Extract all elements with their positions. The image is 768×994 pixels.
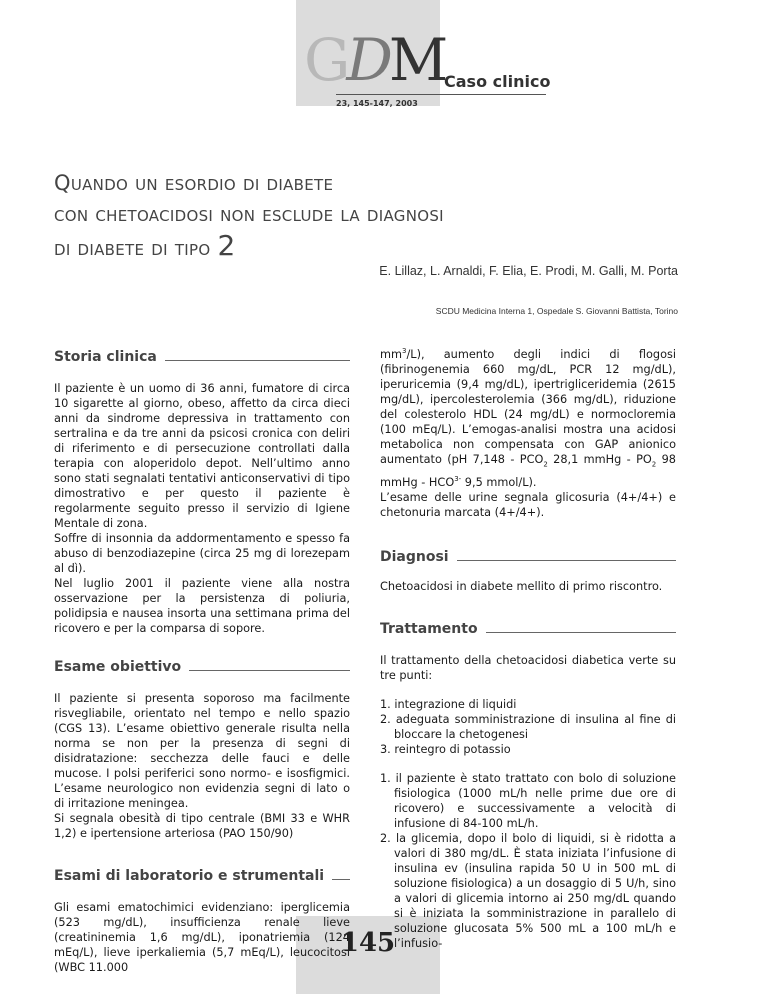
esame-paragraph-1: Il paziente si presenta soporoso ma facilmente risvegliabile, orientato nel tempo e nello spazio (CGS 13). L’esame obiettivo generale risulta nella norma se non per la presenza di segni di disidratazione: secchezza delle fauci e delle mucose. I polsi periferici sono normo- e isosfigmici. L’esame neurologico non evidenzia segni di lato o di irritazione meningea. [54,692,350,810]
list-item: 1. il paziente è stato trattato con bolo di soluzione fisiologica (1000 mL/h nelle prime due ore di ricovero) e successivamente a velocità di infusione di 84-100 mL/h. [380,771,676,830]
section-heading-trattamento: Trattamento [380,622,676,637]
urine-paragraph: L’esame delle urine segnala glicosuria (4+/4+) e chetonuria marcata (4+/4+). [380,490,676,519]
trattamento-steps [380,771,676,951]
laboratorio-paragraph-continued: $mm^3/L$), aumento degli indici di flogosi (fibrinogenemia 660 mg/dL, PCR 12 mg/dL), iperuricemia (9,4 mg/dL), ipertrigliceridemia (2615 mg/dL), ipercolesterolemia (366 mg/dL), riduzione del colesterolo HDL (24 mg/dL) e normocloremia (100 mEq/L). L’emogas-analisi mostra una acidosi metabolica non compensata con GAP anionico aumentato (pH $7,148 - PCO_2$ 28,1 mmHg - $PO_2$ 98 mmHg - $HCO^{3-}$ 9,5 mmol/L). [380,347,676,489]
title-line-1: Quando un esordio di diabete [54,171,334,195]
list-item: 1. integrazione di liquidi [380,697,517,711]
section-label: Caso clinico [444,72,551,91]
affiliation: SCDU Medicina Interna 1, Ospedale S. Giovanni Battista, Torino [435,306,678,316]
right-column [380,344,676,951]
header-rule [336,94,546,95]
laboratorio-paragraph-1: Gli esami ematochimici evidenziano: iperglicemia (523 mg/dL), insufficienza renale lieve (creatininemia 1,6 mg/dL), iponatriemia (124 mEq/L), lieve iperkaliemia (5,7 mEq/L), leucocitosi (WBC 11.000 [54,901,350,974]
trattamento-intro: Il trattamento della chetoacidosi diabetica verte su tre punti: [380,653,676,682]
journal-reference: 23, 145-147, 2003 [336,99,418,108]
storia-paragraph-3: Nel luglio 2001 il paziente viene alla nostra osservazione per la persistenza di poliuria, polidipsia e nausea insorta una settimana prima del ricovero e per la comparsa di sopore. [54,577,350,635]
authors: E. Lillaz, L. Arnaldi, F. Elia, E. Prodi, M. Galli, M. Porta [379,264,678,278]
section-heading-esame: Esame obiettivo [54,660,350,675]
diagnosi-paragraph: Chetoacidosi in diabete mellito di primo riscontro. [380,579,663,593]
title-line-3: di diabete di tipo 2 [54,229,236,262]
title-line-2: con chetoacidosi non esclude la diagnosi [54,202,444,226]
section-heading-diagnosi: Diagnosi [380,550,676,565]
left-column [54,350,350,975]
section-heading-storia: Storia clinica [54,350,350,365]
trattamento-points [380,697,676,757]
page-number: 145 [340,928,396,958]
list-item: 2. la glicemia, dopo il bolo di liquidi, si è ridotta a valori di 380 mg/dL. È stata iniziata l’infusione di insulina ev (insulina rapida 50 U in 500 mL di soluzione fisiologica) a un dosaggio di 5 U/h, sino a valori di glicemia intorno ai 250 mg/dL quando si è iniziata la somministrazione in parallelo di soluzione glucosata 5% 500 mL a 100 mL/h e l’infusio- [380,831,676,950]
list-item: 3. reintegro di potassio [380,742,511,756]
storia-paragraph-2: Soffre di insonnia da addormentamento e spesso fa abuso di benzodiazepine (circa 25 mg di lorezepam al dì). [54,532,350,575]
journal-logo: GDM [304,26,445,94]
list-item: 2. adeguata somministrazione di insulina al fine di bloccare la chetogenesi [380,712,676,741]
esame-paragraph-2: Si segnala obesità di tipo centrale (BMI 33 e WHR 1,2) e ipertensione arteriosa (PAO 150/90) [54,812,350,840]
storia-paragraph-1: Il paziente è un uomo di 36 anni, fumatore di circa 10 sigarette al giorno, obeso, affetto da circa dieci anni da sindrome depressiva in trattamento con sertralina e da tre anni da psicosi cronica con deliri di riferimento e di persecuzione controllati dalla terapia con aloperidolo depot. Nell’ultimo anno sono stati segnalati tentativi anticonservativi di tipo dimostrativo e per questo il paziente è regolarmente seguito presso il servizio di Igiene Mentale di zona. [54,382,350,530]
section-heading-laboratorio: Esami di laboratorio e strumentali [54,869,350,884]
article-title [54,168,714,264]
